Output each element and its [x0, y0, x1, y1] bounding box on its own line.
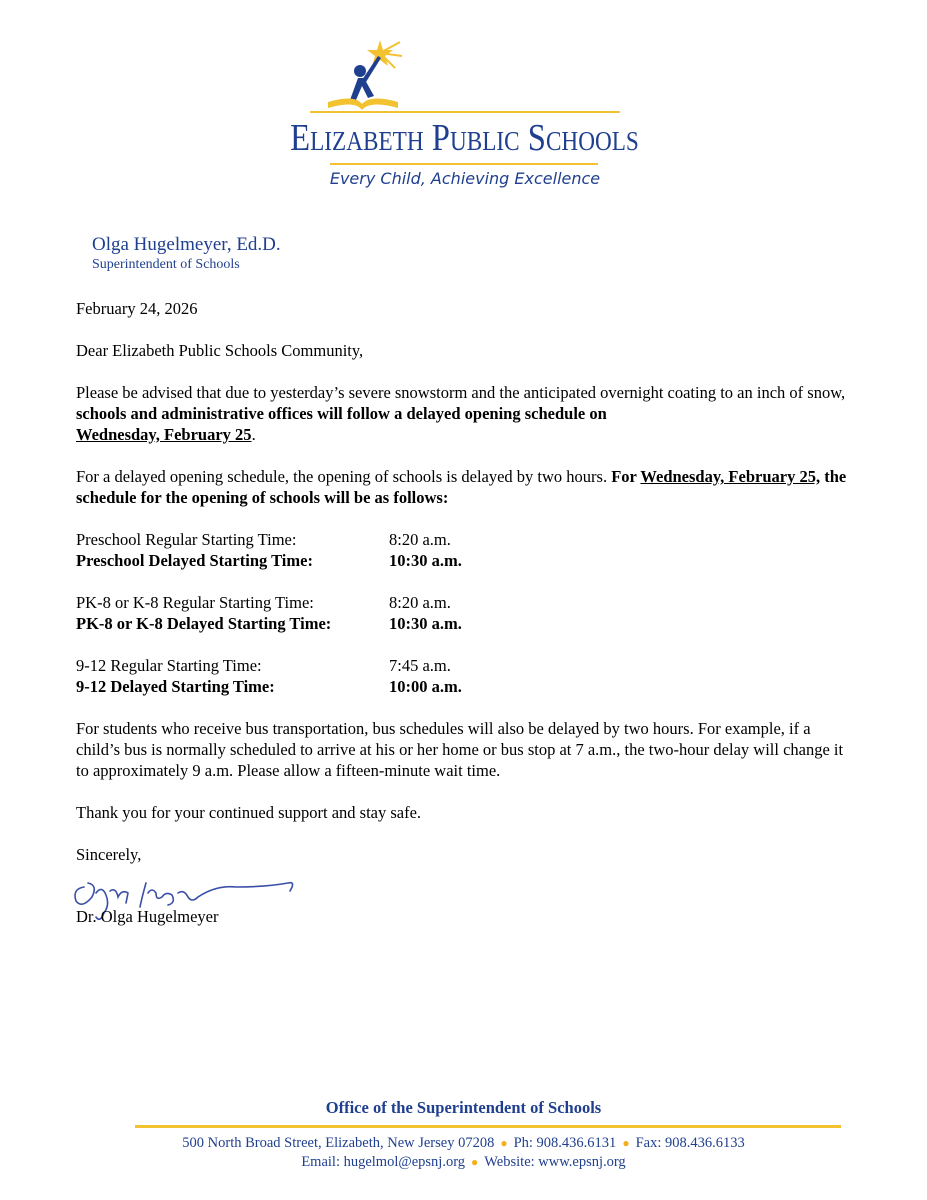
footer-title: Office of the Superintendent of Schools — [325, 1098, 602, 1117]
closing: Sincerely, — [76, 845, 142, 864]
schedule-time: 10:30 a.m. — [389, 551, 462, 570]
schedule-row — [76, 550, 856, 571]
schedule-label: PK-8 or K-8 Delayed Starting Time: — [76, 614, 332, 633]
bullet-icon: ● — [500, 1136, 508, 1150]
salutation: Dear Elizabeth Public Schools Community, — [76, 341, 364, 360]
tagline: Every Child, Achieving Excellence — [329, 169, 601, 188]
schedule-row — [76, 592, 856, 613]
bullet-icon: ● — [471, 1155, 479, 1169]
announcement-date: Wednesday, February 25 — [76, 425, 252, 444]
schedule-row — [76, 613, 856, 634]
paragraph-announcement — [76, 382, 856, 445]
signer-name: Dr. Olga Hugelmeyer — [76, 907, 219, 926]
footer-address: 500 North Broad Street, Elizabeth, New Jersey 07208 — [182, 1135, 495, 1151]
schedule-label: Preschool Delayed Starting Time: — [76, 551, 313, 570]
footer-divider — [135, 1125, 841, 1128]
sender-block — [92, 234, 281, 274]
paragraph-thanks: Thank you for your continued support and stay safe. — [76, 803, 422, 822]
schedule-label: 9-12 Delayed Starting Time: — [76, 677, 275, 696]
org-name: Elizabeth Public Schools — [290, 117, 639, 159]
child-reading-book-icon — [300, 38, 630, 118]
schedule-time: 8:20 a.m. — [389, 530, 451, 549]
footer-phone: Ph: 908.436.6131 — [513, 1135, 617, 1151]
footer-contact-line — [0, 1135, 927, 1152]
schedule-time: 10:00 a.m. — [389, 677, 462, 696]
footer-email[interactable]: Email: hugelmol@epsnj.org — [301, 1154, 466, 1170]
schedule-time: 10:30 a.m. — [389, 614, 462, 633]
schedule-row — [76, 676, 856, 697]
letter-date: February 24, 2026 — [76, 299, 198, 318]
schedule-intro-bold-rest: the schedule for the opening of schools will be as follows: — [76, 467, 847, 507]
sender-name: Olga Hugelmeyer, Ed.D. — [92, 234, 281, 255]
announcement-end: . — [251, 425, 256, 444]
schedule-label: PK-8 or K-8 Regular Starting Time: — [76, 593, 314, 612]
schedule-row — [76, 655, 856, 676]
star-icon — [367, 40, 402, 68]
child-figure-icon — [350, 56, 381, 100]
footer-website[interactable]: Website: www.epsnj.org — [484, 1154, 626, 1170]
paragraph-schedule-intro — [76, 466, 856, 508]
schedule-intro-date: Wednesday, February 25, — [640, 467, 821, 486]
schedule-row — [76, 529, 856, 550]
footer-web-line — [0, 1154, 927, 1171]
sender-title: Superintendent of Schools — [92, 257, 240, 272]
schedule-intro: For a delayed opening schedule, the opening of schools is delayed by two hours. — [76, 467, 612, 486]
schedule-intro-bold-lead: For — [611, 467, 641, 486]
announcement-intro: Please be advised that due to yesterday’s severe snowstorm and the anticipated overnight coating to an inch of snow, — [76, 383, 846, 402]
footer-fax: Fax: 908.436.6133 — [635, 1135, 745, 1151]
schedule-table — [76, 529, 856, 697]
book-icon — [310, 98, 620, 112]
tagline-divider — [330, 163, 598, 165]
signature-block — [76, 845, 376, 925]
schedule-label: Preschool Regular Starting Time: — [76, 530, 297, 549]
paragraph-bus: For students who receive bus transportation, bus schedules will also be delayed by two hours. For example, if a child’s bus is normally scheduled to arrive at his or her home or bus stop at 7 a.m., the two-hour delay will change it to approximately 9 a.m. Please allow a fifteen-minute wait time. — [76, 719, 844, 780]
schedule-label: 9-12 Regular Starting Time: — [76, 656, 262, 675]
schedule-time: 8:20 a.m. — [389, 593, 451, 612]
letter-body — [76, 298, 856, 823]
bullet-icon: ● — [622, 1136, 630, 1150]
schedule-time: 7:45 a.m. — [389, 656, 451, 675]
announcement-bold: schools and administrative offices will follow a delayed opening schedule on — [76, 404, 607, 423]
